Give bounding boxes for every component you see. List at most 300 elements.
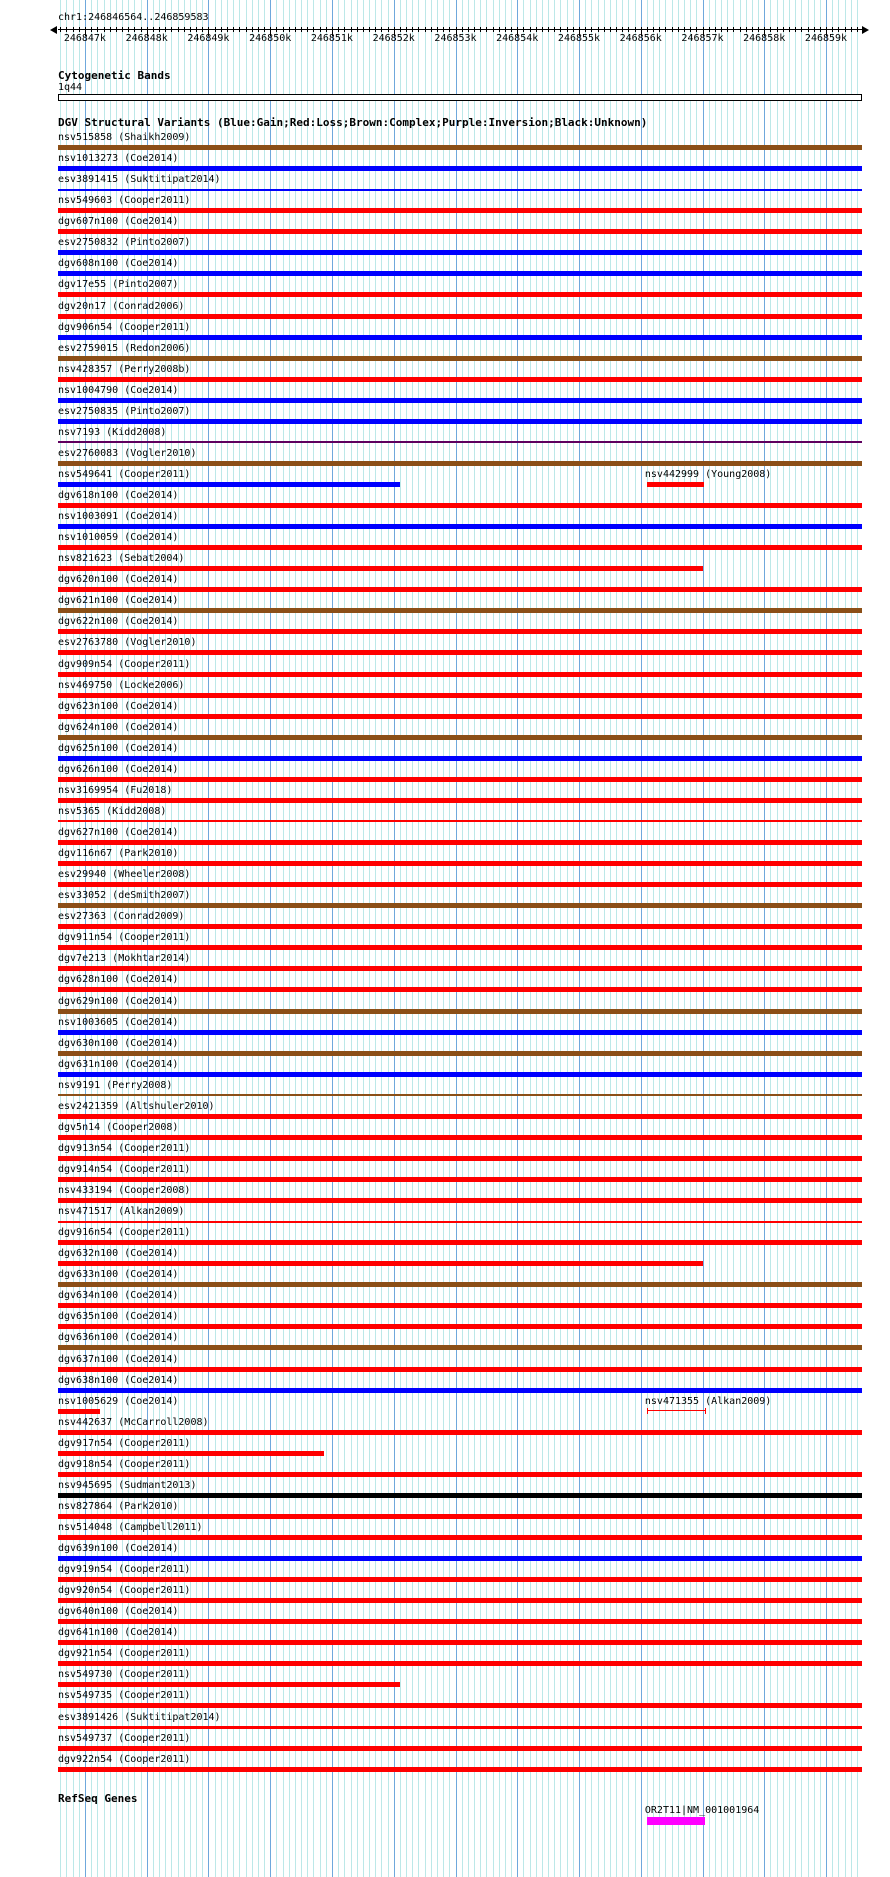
variant-bar[interactable] xyxy=(58,1261,703,1266)
gridline-minor xyxy=(480,0,481,1877)
variant-label[interactable]: dgv633n100 (Coe2014) xyxy=(58,1269,179,1281)
gridline-minor xyxy=(740,0,741,1877)
gridline-minor xyxy=(505,0,506,1877)
variant-bar[interactable] xyxy=(58,1156,862,1161)
gridline-minor xyxy=(727,0,728,1877)
variant-label[interactable]: dgv627n100 (Coe2014) xyxy=(58,827,179,838)
variant-label[interactable]: nsv827864 (Park2010) xyxy=(58,1500,179,1512)
ruler-tick xyxy=(289,27,290,32)
variant-bar[interactable] xyxy=(58,1303,862,1308)
gridline-minor xyxy=(752,0,753,1877)
variant-bar[interactable] xyxy=(58,1661,862,1666)
gridline-major xyxy=(703,0,704,1877)
variant-label[interactable]: dgv634n100 (Coe2014) xyxy=(58,1290,179,1302)
variant-label[interactable]: dgv608n100 (Coe2014) xyxy=(58,258,179,270)
variant-bar[interactable] xyxy=(58,441,862,443)
ruler-tick-label: 246858k xyxy=(743,33,786,44)
ruler-tick xyxy=(104,27,105,32)
variant-label[interactable]: nsv442637 (McCarroll2008) xyxy=(58,1416,209,1428)
variant-bar[interactable] xyxy=(58,292,862,297)
variant-bar[interactable] xyxy=(58,1177,862,1182)
gridline-major xyxy=(579,0,580,1877)
gridline-minor xyxy=(425,0,426,1877)
variant-bar[interactable] xyxy=(58,229,862,234)
variant-bar[interactable] xyxy=(58,1367,862,1372)
cytogenetic-band-rect[interactable] xyxy=(58,94,862,101)
variant-bar[interactable] xyxy=(58,398,862,403)
ruler-tick xyxy=(66,27,67,32)
variant-bar[interactable] xyxy=(58,461,862,466)
ruler-tick xyxy=(165,27,166,32)
variant-bar[interactable] xyxy=(58,693,862,698)
gridline-minor xyxy=(375,0,376,1877)
ruler-tick xyxy=(622,27,623,32)
ruler-tick xyxy=(684,27,685,32)
gridline-minor xyxy=(604,0,605,1877)
gridline-minor xyxy=(536,0,537,1877)
gridline-minor xyxy=(486,0,487,1877)
ruler-tick xyxy=(610,27,611,32)
ruler-tick xyxy=(740,27,741,32)
variant-bar[interactable] xyxy=(58,166,862,171)
variant-label[interactable]: dgv637n100 (Coe2014) xyxy=(58,1353,179,1365)
cytogenetic-band-label[interactable]: 1q44 xyxy=(58,82,83,93)
gridline-minor xyxy=(678,0,679,1877)
variant-bar[interactable] xyxy=(58,189,862,191)
variant-label[interactable]: nsv945695 (Sudmant2013) xyxy=(58,1479,197,1491)
variant-label[interactable]: nsv471517 (Alkan2009) xyxy=(58,1206,185,1218)
variant-label[interactable]: nsv471355 (Alkan2009) xyxy=(644,1395,772,1407)
variant-bar[interactable] xyxy=(58,1388,862,1393)
variant-bar[interactable] xyxy=(58,1682,400,1687)
variant-bar[interactable] xyxy=(58,672,862,677)
gridline-minor xyxy=(857,0,858,1877)
ruler-tick xyxy=(128,27,129,32)
variant-label[interactable]: dgv630n100 (Coe2014) xyxy=(58,1037,179,1049)
gridline-minor xyxy=(628,0,629,1877)
ruler-tick xyxy=(511,27,512,32)
variant-bar[interactable] xyxy=(58,629,862,634)
variant-label[interactable]: dgv916n54 (Cooper2011) xyxy=(58,1227,191,1239)
variant-label[interactable]: dgv635n100 (Coe2014) xyxy=(58,1311,179,1323)
gridline-major xyxy=(764,0,765,1877)
variant-bar[interactable] xyxy=(58,1198,862,1203)
variant-label[interactable]: nsv5365 (Kidd2008) xyxy=(58,805,167,817)
variant-bar[interactable] xyxy=(58,1345,862,1350)
variant-label[interactable]: esv2421359 (Altshuler2010) xyxy=(58,1100,215,1112)
variant-label[interactable]: nsv442999 (Young2008) xyxy=(644,469,772,480)
variant-bar[interactable] xyxy=(58,1430,862,1435)
ruler-tick xyxy=(141,27,142,32)
variant-bar[interactable] xyxy=(58,798,862,803)
ruler-tick xyxy=(505,27,506,32)
variant-bar[interactable] xyxy=(58,966,862,971)
variant-label[interactable]: nsv549735 (Cooper2011) xyxy=(58,1690,191,1702)
variant-bar[interactable] xyxy=(58,1514,862,1519)
variant-bar[interactable] xyxy=(58,587,862,592)
variant-bar[interactable] xyxy=(647,482,704,487)
ruler-tick xyxy=(375,27,376,32)
variant-bar[interactable] xyxy=(58,735,862,740)
variant-bar[interactable] xyxy=(58,335,862,340)
variant-label[interactable]: dgv631n100 (Coe2014) xyxy=(58,1058,179,1070)
ruler-tick xyxy=(659,27,660,32)
gridline-minor xyxy=(215,0,216,1877)
gridline-minor xyxy=(746,0,747,1877)
ruler-tick xyxy=(567,27,568,32)
variant-label[interactable]: nsv549737 (Cooper2011) xyxy=(58,1732,191,1744)
ruler-tick-label: 246851k xyxy=(310,33,353,44)
ruler-tick xyxy=(795,27,796,32)
variant-bar[interactable] xyxy=(58,1472,862,1477)
gridline-minor xyxy=(307,0,308,1877)
ruler-tick xyxy=(400,27,401,32)
ruler-tick xyxy=(190,27,191,32)
ruler-tick xyxy=(443,27,444,32)
ruler-tick xyxy=(344,27,345,32)
gridline-minor xyxy=(560,0,561,1877)
gridline-minor xyxy=(283,0,284,1877)
gridline-minor xyxy=(770,0,771,1877)
variant-label[interactable]: esv3891415 (Suktitipat2014) xyxy=(58,174,221,186)
variant-label[interactable]: esv2759015 (Redon2006) xyxy=(58,342,191,354)
ruler-tick xyxy=(97,27,98,32)
variant-label[interactable]: nsv549641 (Cooper2011) xyxy=(58,469,191,480)
gridline-minor xyxy=(462,0,463,1877)
gridline-minor xyxy=(598,0,599,1877)
variant-bar[interactable] xyxy=(58,524,862,529)
gridline-minor xyxy=(412,0,413,1877)
variant-label[interactable]: dgv622n100 (Coe2014) xyxy=(58,616,179,628)
gridline-minor xyxy=(548,0,549,1877)
variant-bar[interactable] xyxy=(58,1240,862,1245)
ruler-tick xyxy=(252,27,253,32)
variant-bar[interactable] xyxy=(58,1493,862,1498)
variant-label[interactable]: nsv1013273 (Coe2014) xyxy=(58,153,179,165)
gridline-major xyxy=(517,0,518,1877)
gridline-minor xyxy=(684,0,685,1877)
variant-bar[interactable] xyxy=(58,861,862,866)
gridline-minor xyxy=(196,0,197,1877)
gridline-minor xyxy=(388,0,389,1877)
variant-label[interactable]: nsv549730 (Cooper2011) xyxy=(58,1669,191,1681)
ruler-tick xyxy=(110,27,111,32)
variant-label[interactable]: dgv7e213 (Mokhtar2014) xyxy=(58,953,191,965)
gridline-minor xyxy=(431,0,432,1877)
gridline-major xyxy=(208,0,209,1877)
variant-label[interactable]: dgv638n100 (Coe2014) xyxy=(58,1374,179,1386)
ruler-tick xyxy=(462,27,463,32)
variant-bar[interactable] xyxy=(58,1221,862,1223)
ruler-tick xyxy=(560,27,561,32)
variant-bar[interactable] xyxy=(58,1535,862,1540)
gridline-minor xyxy=(783,0,784,1877)
variant-bar[interactable] xyxy=(58,1114,862,1119)
variant-label[interactable]: dgv913n54 (Cooper2011) xyxy=(58,1142,191,1154)
variant-bar[interactable] xyxy=(58,314,862,319)
variant-label[interactable]: dgv918n54 (Cooper2011) xyxy=(58,1458,191,1470)
gridline-minor xyxy=(493,0,494,1877)
gridline-minor xyxy=(523,0,524,1877)
variant-bar[interactable] xyxy=(58,1556,862,1561)
variant-label[interactable]: nsv1003605 (Coe2014) xyxy=(58,1016,179,1028)
gridline-minor xyxy=(406,0,407,1877)
ruler-tick-label: 246854k xyxy=(496,33,539,44)
gridline-minor xyxy=(709,0,710,1877)
variant-bar[interactable] xyxy=(58,1640,862,1645)
gridline-minor xyxy=(715,0,716,1877)
variant-bar[interactable] xyxy=(58,1703,862,1708)
gridline-major xyxy=(270,0,271,1877)
variant-label[interactable]: esv2763780 (Vogler2010) xyxy=(58,637,197,649)
ruler-tick xyxy=(709,27,710,32)
ruler-tick xyxy=(727,27,728,32)
ruler-tick xyxy=(493,27,494,32)
ruler-tick xyxy=(628,27,629,32)
gridline-minor xyxy=(622,0,623,1877)
gridline-minor xyxy=(801,0,802,1877)
gridline-minor xyxy=(690,0,691,1877)
variant-label[interactable]: dgv921n54 (Cooper2011) xyxy=(58,1648,191,1660)
variant-bar[interactable] xyxy=(58,608,862,613)
ruler-tick xyxy=(733,27,734,32)
gridline-minor xyxy=(721,0,722,1877)
variant-bar[interactable] xyxy=(58,1094,862,1096)
variant-label[interactable]: nsv469750 (Locke2006) xyxy=(58,679,185,691)
variant-bar[interactable] xyxy=(58,903,862,908)
variant-bar[interactable] xyxy=(58,1598,862,1603)
gridline-minor xyxy=(449,0,450,1877)
variant-label[interactable]: dgv17e55 (Pinto2007) xyxy=(58,279,179,291)
gridline-minor xyxy=(338,0,339,1877)
variant-bar[interactable] xyxy=(58,1767,862,1772)
variant-label[interactable]: dgv628n100 (Coe2014) xyxy=(58,974,179,986)
variant-label[interactable]: dgv914n54 (Cooper2011) xyxy=(58,1163,191,1175)
gridline-minor xyxy=(381,0,382,1877)
variant-bar[interactable] xyxy=(58,250,862,255)
variant-label[interactable]: nsv515858 (Shaikh2009) xyxy=(58,132,191,143)
gridline-minor xyxy=(351,0,352,1877)
variant-label[interactable]: nsv7193 (Kidd2008) xyxy=(58,426,167,438)
gridline-minor xyxy=(672,0,673,1877)
ruler-tick xyxy=(696,27,697,32)
variant-bar[interactable] xyxy=(58,777,862,782)
variant-label[interactable]: nsv3169954 (Fu2018) xyxy=(58,784,173,796)
gridline-minor xyxy=(252,0,253,1877)
gridline-minor xyxy=(659,0,660,1877)
gridline-minor xyxy=(789,0,790,1877)
ruler-tick xyxy=(122,27,123,32)
variant-label[interactable]: dgv909n54 (Cooper2011) xyxy=(58,658,191,670)
gridline-minor xyxy=(665,0,666,1877)
variant-label[interactable]: esv29940 (Wheeler2008) xyxy=(58,869,191,881)
ruler-tick xyxy=(548,27,549,32)
gridline-minor xyxy=(542,0,543,1877)
variant-label[interactable]: esv2750835 (Pinto2007) xyxy=(58,405,191,417)
variant-bar[interactable] xyxy=(58,924,862,929)
variant-bar[interactable] xyxy=(58,756,862,761)
variant-label[interactable]: dgv5n14 (Cooper2008) xyxy=(58,1121,179,1133)
region-title: chr1:246846564..246859583 xyxy=(58,12,209,23)
variant-label[interactable]: dgv920n54 (Cooper2011) xyxy=(58,1585,191,1597)
variant-bar[interactable] xyxy=(58,503,862,508)
ruler-tick-label: 246852k xyxy=(372,33,415,44)
variant-bar[interactable] xyxy=(58,840,862,845)
ruler-tick xyxy=(301,27,302,32)
gridline-minor xyxy=(418,0,419,1877)
gene-label[interactable]: OR2T11|NM_001001964 xyxy=(644,1805,760,1816)
variant-bar[interactable] xyxy=(58,545,862,550)
gridline-minor xyxy=(264,0,265,1877)
gridline-minor xyxy=(832,0,833,1877)
variant-label[interactable]: dgv607n100 (Coe2014) xyxy=(58,216,179,228)
variant-label[interactable]: dgv639n100 (Coe2014) xyxy=(58,1543,179,1554)
variant-label[interactable]: dgv917n54 (Cooper2011) xyxy=(58,1437,191,1449)
variant-label[interactable]: dgv116n67 (Park2010) xyxy=(58,848,179,859)
gridline-minor xyxy=(696,0,697,1877)
variant-label[interactable]: nsv1005629 (Coe2014) xyxy=(58,1395,179,1407)
variant-label[interactable]: dgv922n54 (Cooper2011) xyxy=(58,1753,191,1765)
variant-bar[interactable] xyxy=(58,1726,862,1729)
gridline-minor xyxy=(344,0,345,1877)
variant-label[interactable]: nsv549603 (Cooper2011) xyxy=(58,195,191,207)
gridline-minor xyxy=(499,0,500,1877)
variant-label[interactable]: dgv626n100 (Coe2014) xyxy=(58,763,179,775)
gridline-minor xyxy=(295,0,296,1877)
dgv-section-title: DGV Structural Variants (Blue:Gain;Red:Loss;Brown:Complex;Purple:Inversion;Black:Unknown) xyxy=(58,116,648,129)
variant-label[interactable]: dgv625n100 (Coe2014) xyxy=(58,742,179,754)
ruler-tick-label: 246857k xyxy=(681,33,724,44)
variant-label[interactable]: nsv1004790 (Coe2014) xyxy=(58,384,179,396)
variant-label[interactable]: dgv623n100 (Coe2014) xyxy=(58,700,179,712)
ruler-tick xyxy=(431,27,432,32)
variant-label[interactable]: esv2760083 (Vogler2010) xyxy=(58,447,197,459)
variant-bar[interactable] xyxy=(58,356,862,361)
gene-bar[interactable] xyxy=(647,1817,705,1825)
variant-bar[interactable] xyxy=(58,1009,862,1014)
ruler-tick xyxy=(159,27,160,32)
ruler-tick xyxy=(351,27,352,32)
ruler-tick xyxy=(215,27,216,32)
ruler-tick xyxy=(523,27,524,32)
variant-label[interactable]: nsv1003091 (Coe2014) xyxy=(58,511,179,523)
ruler-tick xyxy=(425,27,426,32)
variant-label[interactable]: dgv636n100 (Coe2014) xyxy=(58,1332,179,1344)
variant-bar[interactable] xyxy=(58,882,862,887)
variant-bar[interactable] xyxy=(58,820,862,822)
variant-label[interactable]: nsv1010059 (Coe2014) xyxy=(58,532,179,544)
variant-bar[interactable] xyxy=(58,1324,862,1329)
ruler-tick xyxy=(369,27,370,32)
ruler-tick xyxy=(838,27,839,32)
variant-label[interactable]: dgv919n54 (Cooper2011) xyxy=(58,1564,191,1576)
variant-bar[interactable] xyxy=(58,1282,862,1287)
variant-bar[interactable] xyxy=(58,482,400,487)
ruler-right-arrow-icon xyxy=(862,26,869,34)
gridline-minor xyxy=(591,0,592,1877)
variant-label[interactable]: dgv911n54 (Cooper2011) xyxy=(58,932,191,944)
gridline-minor xyxy=(437,0,438,1877)
variant-bar[interactable] xyxy=(58,419,862,424)
variant-bar[interactable] xyxy=(58,714,862,719)
variant-bar[interactable] xyxy=(58,1577,862,1582)
variant-label[interactable]: dgv621n100 (Coe2014) xyxy=(58,595,179,607)
ruler-tick xyxy=(283,27,284,32)
variant-bar[interactable] xyxy=(58,650,862,655)
gridline-minor xyxy=(320,0,321,1877)
variant-label[interactable]: dgv632n100 (Coe2014) xyxy=(58,1248,179,1260)
ruler-tick xyxy=(468,27,469,32)
variant-bar[interactable] xyxy=(58,1409,100,1414)
variant-label[interactable]: esv2750832 (Pinto2007) xyxy=(58,237,191,249)
variant-bar[interactable] xyxy=(58,145,862,150)
gridline-minor xyxy=(357,0,358,1877)
ruler-tick xyxy=(530,27,531,32)
variant-label[interactable]: dgv640n100 (Coe2014) xyxy=(58,1606,179,1618)
ruler-tick xyxy=(573,27,574,32)
variant-bar[interactable] xyxy=(58,1746,862,1751)
gridline-minor xyxy=(647,0,648,1877)
gridline-minor xyxy=(227,0,228,1877)
variant-bracket[interactable] xyxy=(647,1408,706,1414)
cytogenetic-section-title: Cytogenetic Bands xyxy=(58,69,171,82)
variant-bar[interactable] xyxy=(58,1135,862,1140)
variant-label[interactable]: dgv629n100 (Coe2014) xyxy=(58,995,179,1007)
ruler-tick xyxy=(381,27,382,32)
gridline-minor xyxy=(567,0,568,1877)
variant-label[interactable]: esv27363 (Conrad2009) xyxy=(58,911,185,923)
ruler-tick xyxy=(808,27,809,32)
ruler-tick xyxy=(357,27,358,32)
ruler-tick xyxy=(542,27,543,32)
gridline-minor xyxy=(221,0,222,1877)
variant-bar[interactable] xyxy=(58,208,862,213)
gridline-minor xyxy=(616,0,617,1877)
gridline-major xyxy=(456,0,457,1877)
variant-bar[interactable] xyxy=(58,1030,862,1035)
variant-bar[interactable] xyxy=(58,987,862,992)
variant-bar[interactable] xyxy=(58,566,703,571)
variant-label[interactable]: nsv514048 (Campbell2011) xyxy=(58,1522,203,1533)
gridline-minor xyxy=(610,0,611,1877)
ruler-tick xyxy=(678,27,679,32)
variant-bar[interactable] xyxy=(58,1451,324,1456)
variant-label[interactable]: esv33052 (deSmith2007) xyxy=(58,890,191,902)
variant-bar[interactable] xyxy=(58,1072,862,1077)
gridline-minor xyxy=(233,0,234,1877)
variant-label[interactable]: nsv433194 (Cooper2008) xyxy=(58,1185,191,1196)
variant-label[interactable]: dgv624n100 (Coe2014) xyxy=(58,721,179,733)
ruler-tick xyxy=(752,27,753,32)
variant-label[interactable]: esv3891426 (Suktitipat2014) xyxy=(58,1711,221,1723)
variant-bar[interactable] xyxy=(58,271,862,276)
variant-bar[interactable] xyxy=(58,1619,862,1624)
variant-bar[interactable] xyxy=(58,945,862,950)
gridline-minor xyxy=(808,0,809,1877)
variant-label[interactable]: dgv20n17 (Conrad2006) xyxy=(58,300,185,312)
variant-label[interactable]: dgv641n100 (Coe2014) xyxy=(58,1627,179,1639)
variant-label[interactable]: dgv620n100 (Coe2014) xyxy=(58,574,179,586)
variant-label[interactable]: dgv906n54 (Cooper2011) xyxy=(58,321,191,333)
variant-label[interactable]: nsv428357 (Perry2008b) xyxy=(58,363,191,375)
ruler-tick xyxy=(758,27,759,32)
variant-label[interactable]: nsv821623 (Sebat2004) xyxy=(58,553,185,565)
variant-bar[interactable] xyxy=(58,1051,862,1056)
variant-bar[interactable] xyxy=(58,377,862,382)
variant-label[interactable]: nsv9191 (Perry2008) xyxy=(58,1079,173,1091)
gridline-minor xyxy=(239,0,240,1877)
variant-label[interactable]: dgv618n100 (Coe2014) xyxy=(58,490,179,501)
